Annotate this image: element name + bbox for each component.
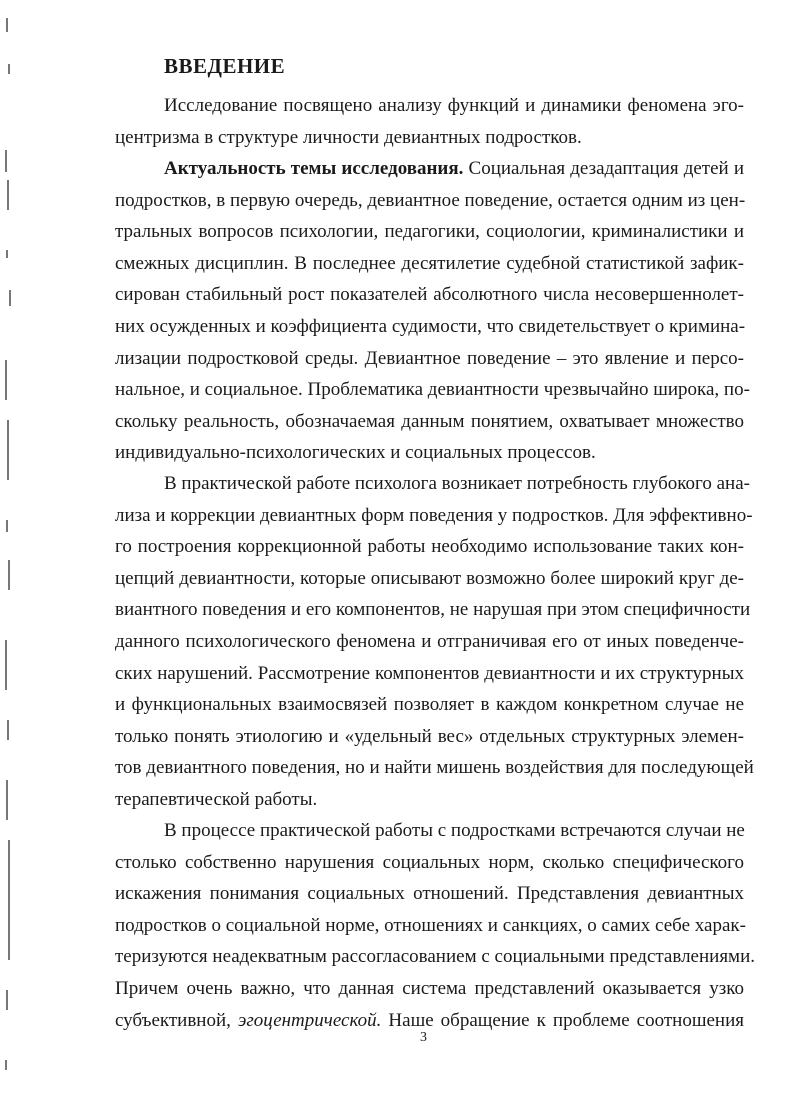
- text-line: теризуются неадекватным рассогласованием с социальными представлениями.: [115, 946, 755, 968]
- text-line: Исследование посвящено анализу функций и динамики феномена эго-: [164, 95, 744, 116]
- text-fragment: субъективной,: [115, 1009, 238, 1031]
- paragraph-intro: [115, 90, 744, 153]
- text-line: [115, 153, 744, 185]
- text-line: В процессе практической работы с подростками встречаются случаи не: [164, 820, 745, 841]
- text-line: столько собственно нарушения социальных норм, сколько специфического: [115, 851, 744, 873]
- text-line: данного психологического феномена и отграничивая его от иных поведенче-: [115, 630, 744, 652]
- text-line: них осужденных и коэффициента судимости, что свидетельствует о кримина-: [115, 315, 746, 337]
- text-line: тральных вопросов психологии, педагогики, социологии, криминалистики и: [115, 221, 744, 243]
- italic-term: эгоцентрической.: [237, 1009, 382, 1031]
- text-fragment: Наше обращение к проблеме соотношения: [381, 1009, 744, 1031]
- paragraph-egocentrism: [115, 815, 755, 1036]
- text-line: виантного поведения и его компонентов, не нарушая при этом специфичности: [115, 599, 751, 621]
- bold-lead: Актуальность темы исследования.: [164, 158, 464, 179]
- text-line: го построения коррекционной работы необходимо использование таких кон-: [115, 536, 744, 558]
- text-line: только понять этиологию и «удельный вес» отдельных структурных элемен-: [115, 725, 744, 747]
- text-line: сирован стабильный рост показателей абсолютного числа несовершеннолет-: [115, 284, 744, 306]
- text-line: цепций девиантности, которые описывают возможно более широкий круг де-: [115, 567, 744, 589]
- text-line: индивидуально-психологических и социальных процессов.: [115, 442, 596, 464]
- text-line: лизации подростковой среды. Девиантное поведение – это явление и персо-: [115, 347, 744, 369]
- text-line: искажения понимания социальных отношений. Представления девиантных: [115, 883, 744, 905]
- text-fragment: Социальная дезадаптация детей и: [463, 158, 744, 179]
- text-line: Причем очень важно, что данная система представлений оказывается узко: [115, 977, 744, 999]
- text-line: центризма в структуре личности девиантных подростков.: [115, 126, 582, 148]
- text-line: [115, 1005, 744, 1037]
- text-line: тов девиантного поведения, но и найти мишень воздействия для последующей: [115, 757, 754, 779]
- text-line: и функциональных взаимосвязей позволяет в каждом конкретном случае не: [115, 694, 744, 716]
- text-line: скольку реальность, обозначаемая данным понятием, охватывает множество: [115, 410, 744, 432]
- section-heading: ВВЕДЕНИЕ: [164, 54, 286, 78]
- text-line: ских нарушений. Рассмотрение компонентов девиантности и их структурных: [115, 662, 744, 684]
- text-line: подростков о социальной норме, отношениях и санкциях, о самих себе харак-: [115, 914, 746, 936]
- scan-edge-artifacts: [0, 0, 22, 1094]
- text-line: подростков, в первую очередь, девиантное поведение, остается одним из цен-: [115, 189, 746, 211]
- page-number: 3: [420, 1030, 427, 1045]
- text-line: лиза и коррекции девиантных форм поведения у подростков. Для эффективно-: [115, 504, 753, 526]
- text-line: смежных дисциплин. В последнее десятилетие судебной статистикой зафик-: [115, 252, 744, 274]
- paragraph-practice: [115, 468, 754, 816]
- text-line: нальное, и социальное. Проблематика девиантности чрезвычайно широка, по-: [115, 379, 750, 401]
- paragraph-relevance: [115, 153, 750, 469]
- text-line: В практической работе психолога возникает потребность глубокого ана-: [164, 473, 750, 494]
- text-line: терапевтической работы.: [115, 788, 318, 810]
